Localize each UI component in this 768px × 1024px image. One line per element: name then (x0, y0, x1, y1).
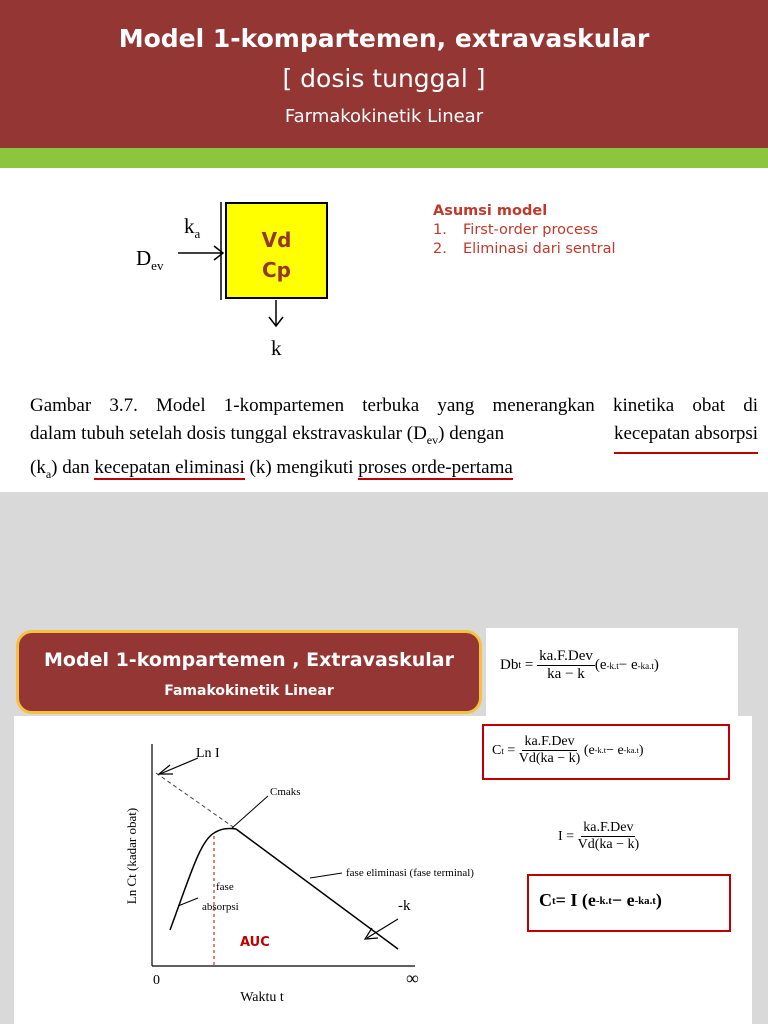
x-origin-label: 0 (153, 973, 160, 988)
slope-label: -k (398, 898, 411, 914)
absorption-rate-label: $k_a$ (184, 214, 201, 242)
ln-i-pointer (160, 758, 198, 774)
slide-subtitle: [ dosis tunggal ] (282, 64, 486, 93)
slide2-title: Model 1-kompartemen , Extravaskular (44, 649, 454, 671)
list-item: 2. Eliminasi dari sentral (433, 241, 616, 257)
concentration-curve (170, 828, 398, 949)
caption-line-3: $(k_a)$ dan kecepatan eliminasi (k) mengikuti proses orde-pertama (30, 456, 513, 481)
db-formula: Db t = $\frac{\text{ka.F.Dev}}{ka - k}$ (e -k.t − e -ka.t ) (500, 648, 659, 682)
absorption-phase-label-1: fase (216, 881, 234, 893)
elimination-phase-label: fase eliminasi (fase terminal) (346, 867, 474, 879)
auc-label: AUC (240, 935, 270, 950)
intercept-formula: I = $\frac{\text{ka.F.Dev}}{Vd(ka - k)}$ (558, 820, 640, 852)
extrapolation-line (156, 773, 236, 829)
slide-tagline: Farmakokinetik Linear (284, 106, 484, 127)
db-formula-panel (486, 628, 738, 716)
figure-caption (30, 392, 758, 488)
absorption-rate-highlight: kecepatan absorpsi (614, 420, 758, 454)
final-formula-box (527, 874, 731, 932)
final-formula: C t = I (e -k.t − e -ka.t ) (539, 890, 662, 910)
elimination-pointer (310, 873, 342, 878)
slide2-title-banner (16, 630, 482, 714)
caption-line-2: dalam tubuh setelah dosis tunggal ekstravaskular $(D_{ev})$ dengan kecepatan absorpsi (30, 420, 758, 454)
ln-i-label: Ln I (196, 746, 220, 761)
dose-label: $D_{ev}$ (136, 246, 164, 274)
elimination-rate-label: k (271, 336, 282, 360)
concentration-label: Cp (262, 258, 291, 282)
elimination-rate-highlight: kecepatan eliminasi (94, 456, 245, 478)
absorption-phase-label-2: absorpsi (202, 901, 239, 913)
concentration-time-plot (0, 716, 520, 1024)
assumptions-list (433, 203, 616, 257)
list-item: 1. First-order process (433, 222, 599, 238)
x-axis-label: Waktu t (240, 990, 284, 1005)
caption-line-1: Gambar 3.7. Model 1-kompartemen terbuka yang menerangkan kinetika obat di (30, 395, 758, 416)
accent-bar (0, 148, 768, 168)
cmax-label: Cmaks (270, 786, 301, 798)
first-order-highlight: proses orde-pertama (358, 456, 513, 478)
central-compartment (225, 202, 328, 299)
y-axis-label: Ln Ct (kadar obat) (124, 807, 139, 905)
volume-label: Vd (261, 228, 292, 252)
slide-title: Model 1-kompartemen, extravaskular (118, 24, 650, 53)
ct-formula: C t = $\frac{\text{ka.F.Dev}}{Vd(ka - k)}$ (e -k.t − e -ka.t ) (492, 734, 644, 766)
slide2-subtitle: Famakokinetik Linear (164, 683, 334, 699)
elimination-arrow-icon (264, 300, 288, 330)
x-end-label: ∞ (406, 968, 419, 988)
cmax-pointer (232, 796, 268, 828)
assumptions-heading: Asumsi model (433, 203, 548, 219)
title-banner (0, 0, 768, 148)
